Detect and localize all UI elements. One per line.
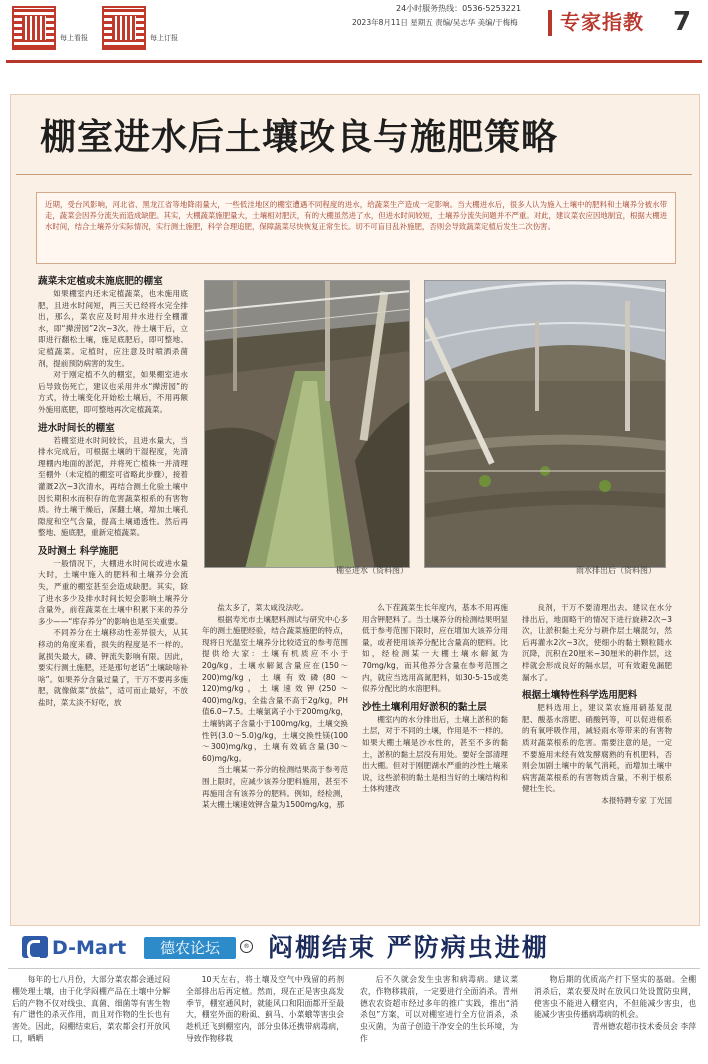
subheading: 进水时间长的棚室	[38, 422, 115, 434]
photo2-caption: 雨水排出后（资料图）	[576, 566, 656, 575]
bottom-column-2	[186, 974, 344, 1062]
brand-name: D-Mart	[52, 937, 127, 959]
paragraph: 不同养分在土壤移动性差异很大，从其移动的角度来看，损失的程度是不一样的。氮损失最大，磷、钾流失影响有限。因此，要实行测土施肥，还是那句老话“土壤缺啥补啥”。如果养分含量过量了，干万不要再多施肥，就像做菜“放盐”，适可而止最好，不放盐时，菜太淡不好吃，放	[38, 628, 188, 707]
paragraph: 后不久就会发生虫害和病毒病。建议菜农，作物移栽前，一定要进行全面消杀。青州德农农资超市经过多年的推广实践，推出“消杀包”方案，可以对棚室进行全方位消杀，杀虫灭菌，为苗子创造干净安全的生长环境，为作	[360, 975, 518, 1043]
page-number: 7	[672, 7, 692, 37]
paragraph: 10天左右，将土壤及空气中残留的药剂全部排出后再定植。然而，现在正是害虫高发季节，棚室通风时，就能风口和阳面都开至最大，棚室外面的粉虱、蓟马、小菜蛾等害虫会趁机迁飞到棚室内，部分虫体还携带病毒病，导致作物移栽	[186, 975, 344, 1043]
drained-greenhouse-image	[425, 281, 666, 568]
paragraph: 每年的七八月份，大部分菜农都会通过闷棚处理土壤，由于化学闷棚产品在土壤中分解后的产物不仅对线虫、真菌、细菌等有害生物有广谱性的杀灭作用，而且对作物的生长也有害处。因此，闷棚结束后，菜农都会打开放风口，晒晒	[12, 975, 170, 1043]
subheading: 及时测土 科学施肥	[38, 545, 119, 557]
article-headline: 棚室进水后土壤改良与施肥策略	[40, 117, 559, 158]
qr1-label: 每上看报	[60, 34, 88, 42]
bottom-divider	[8, 968, 700, 969]
hotline: 24小时服务热线：0536-5253221	[396, 4, 522, 13]
paragraph: 当土壤某一养分的检测结果高于参考范围上限时，应减少该养分肥料施用，甚至不再施用含有该养分的肥料。例如，经检测，某大棚土壤速效钾含量为1500mg/kg，那	[202, 765, 348, 810]
flooded-greenhouse-image	[205, 281, 410, 568]
qr2-label: 每上订报	[150, 34, 178, 42]
article-lead: 近期，受台风影响，河北省、黑龙江省等地降雨量大，一些低洼地区的棚室遭遇不同程度的进水，给蔬菜生产造成一定影响。当大棚进水后，很多人认为施入土壤中的肥料和土壤养分被水带走，蔬菜会因养分流失而造成缺肥。其实，大棚蔬菜施肥量大，土壤相对肥沃，有的大棚虽然进了水，但进水时间较短，土壤养分流失问题并不严重。对此，建议菜农应因地制宜，根据大棚进水时间，结合土壤养分实际情况，实行测土施肥，科学合理追肥，保障蔬菜尽快恢复正常生长。切不可盲目乱补施肥，否则会导致蔬菜定植后发生二次伤害。	[36, 192, 676, 264]
forum-label: 德农论坛	[144, 937, 236, 959]
bottom-signature: 青州德农超市技术委员会 李萍	[592, 1022, 696, 1032]
paragraph: 根据寿光市土壤肥料测试与研究中心多年的测土施肥经验，结合蔬菜施肥的特点，现将日光温室土壤养分比较适宜的参考范围提供给大家：土壤有机质应不小于20g/kg，土壤水解氮含量应在(150～200)mg/kg，土壤有效磷(80～120)mg/kg，土壤速效钾(250～400)mg/kg，全盐含量不高于2g/kg，PH值6.0~7.5。土壤氯离子小于200mg/kg，土壤钠离子含量小于100mg/kg，土壤交换性钙(3.0～5.0)g/kg，土壤交换性镁(100～300)mg/kg，土壤有效硫含量(30～60)mg/kg。	[202, 614, 348, 763]
paragraph: 么下茬蔬菜生长年度内，基本不用再施用含钾肥料了。当土壤养分的检测结果明显低于参考范围下限时，应在增加大该养分用量，或者使用该养分配比含量高的肥料。比如，经检测某一大棚土壤水解氮为70mg/kg，而其他养分含量在参考范围之内，就应当选用高氮肥料，如30-5-15或类似养分配比的水溶肥料。	[362, 603, 508, 694]
photo-drained-greenhouse	[424, 280, 666, 568]
article-column-4	[522, 602, 672, 907]
paragraph: 如果棚室内还未定植蔬菜，也未施用底肥，且进水时间短，两三天已经将水完全排出，那么，菜农应及时用井水进行全棚灌水，即“撵涝园”2次~3次。待土壤干后，立即进行翻松土壤，施足底肥后，即可整地、定植蔬菜。定植时，应注意及时喷洒杀菌剂，提前预防病害的发生。	[38, 289, 188, 368]
forum-banner	[8, 932, 700, 968]
paragraph: 棚室内的水分排出后，土壤上淤积的黏土层，对于不同的土壤，作用是不一样的。如果大棚土壤是沙水性的，甚至不多的黏土，淤积的黏土层没有用处。要好全部清理出大棚。但对于刚肥湖水严重的沙性土壤来说，这些淤积的黏土是相当好的土壤结构和土体构建改	[362, 714, 508, 794]
column-bar	[548, 10, 552, 36]
bottom-column-4	[534, 974, 696, 1062]
author-signature: 本报特聘专家 丁光国	[601, 795, 672, 805]
subheading: 沙性土壤利用好淤积的黏土层	[362, 701, 487, 713]
paragraph: 肥料选用上，建议菜农施用硝基复混肥、酸基水溶肥、硝酸钙等，可以促进根系的有氧呼吸作用，减轻雨水等带来的有害物质对蔬菜根系的危害。需要注意的是，一定不要施用未经有效发酵腐熟的有机肥料，否则会加剧土壤中的氧气消耗，而增加土壤中病害蔬菜根系的有害物质含量，不利于根系健壮生长。	[522, 703, 672, 794]
dateline: 2023年8月11日 星期五 责编/吴志华 美编/于梅梅	[352, 18, 518, 27]
paragraph: 对于刚定植不久的棚室，如果棚室进水后导致伤死亡，建议也采用井水“撵涝园”的方式，待土壤变化开始松土壤后，不用再额外施用底肥，即可整地再次定植蔬菜。	[38, 370, 188, 414]
qr-code-icon	[12, 6, 56, 50]
page-header	[0, 0, 708, 64]
paragraph: 若棚室进水时间较长，且进水量大，当排水完成后，可根据土壤的干湿程度，先清理棚内地面的淤泥，并将死亡植株一并清理至棚外（未定植的棚室可省略此步骤），接着灌溉2次~3次清水，再结合测土化验土壤中因长期积水而积存的危害蔬菜根系的有害物质。待土壤干燥后，深翻土壤，增加土壤孔隙度和空气含量，提高土壤通透性。然后再整地、施底肥，重新定植蔬菜。	[38, 435, 188, 538]
paragraph: 物后期的优质高产打下坚实的基础。全棚消杀后，菜农要及时在放风口处设置防虫网，使害虫不能进入棚室内，不但能减少害虫，也能减少害虫传播病毒病的机会。	[534, 975, 696, 1020]
qr-code-icon	[102, 6, 146, 50]
article-column-2	[202, 602, 348, 907]
bottom-headline: 闷棚结束 严防病虫进棚	[268, 933, 549, 962]
headline-divider	[16, 174, 692, 175]
bottom-column-1	[12, 974, 170, 1062]
d-mart-logo-icon	[22, 936, 48, 958]
subheading: 蔬菜未定植或未施底肥的棚室	[38, 276, 163, 287]
paragraph: 盐太多了，菜太咸没法吃。	[217, 603, 309, 612]
photo1-caption: 棚室进水（资料图）	[336, 566, 408, 575]
subheading: 根据土壤特性科学选用肥料	[522, 690, 638, 702]
photo-flooded-greenhouse	[204, 280, 410, 568]
article-column-1	[38, 275, 188, 907]
header-divider	[6, 60, 702, 63]
registered-mark: ®	[240, 940, 253, 953]
column-label: 专家指教	[560, 10, 644, 34]
article-column-3	[362, 602, 508, 907]
bottom-column-3	[360, 974, 518, 1062]
paragraph: 一般情况下，大棚进水时间长或进水量大时，土壤中施入的肥料和土壤养分会流失，严重的棚室甚至会造成缺肥。其实，除了进水多少及排水时间长短会影响土壤养分含量外，前茬蔬菜在土壤中积累下来的养分多少——“库存养分”的影响也是至关重要。	[38, 558, 188, 626]
paragraph: 良剂，干万不要清理出去。建议在水分排出后，地面略干的情况下进行旋耕2次~3次，让淤积黏土充分与耕作层土壤混匀，然后再灌水2次~3次，使细小的黏土颗粒随水沉降，沉积在20厘米~30厘米的耕作层，这样就会形成良好的隔水层，可有效避免漏肥漏水了。	[522, 603, 672, 682]
